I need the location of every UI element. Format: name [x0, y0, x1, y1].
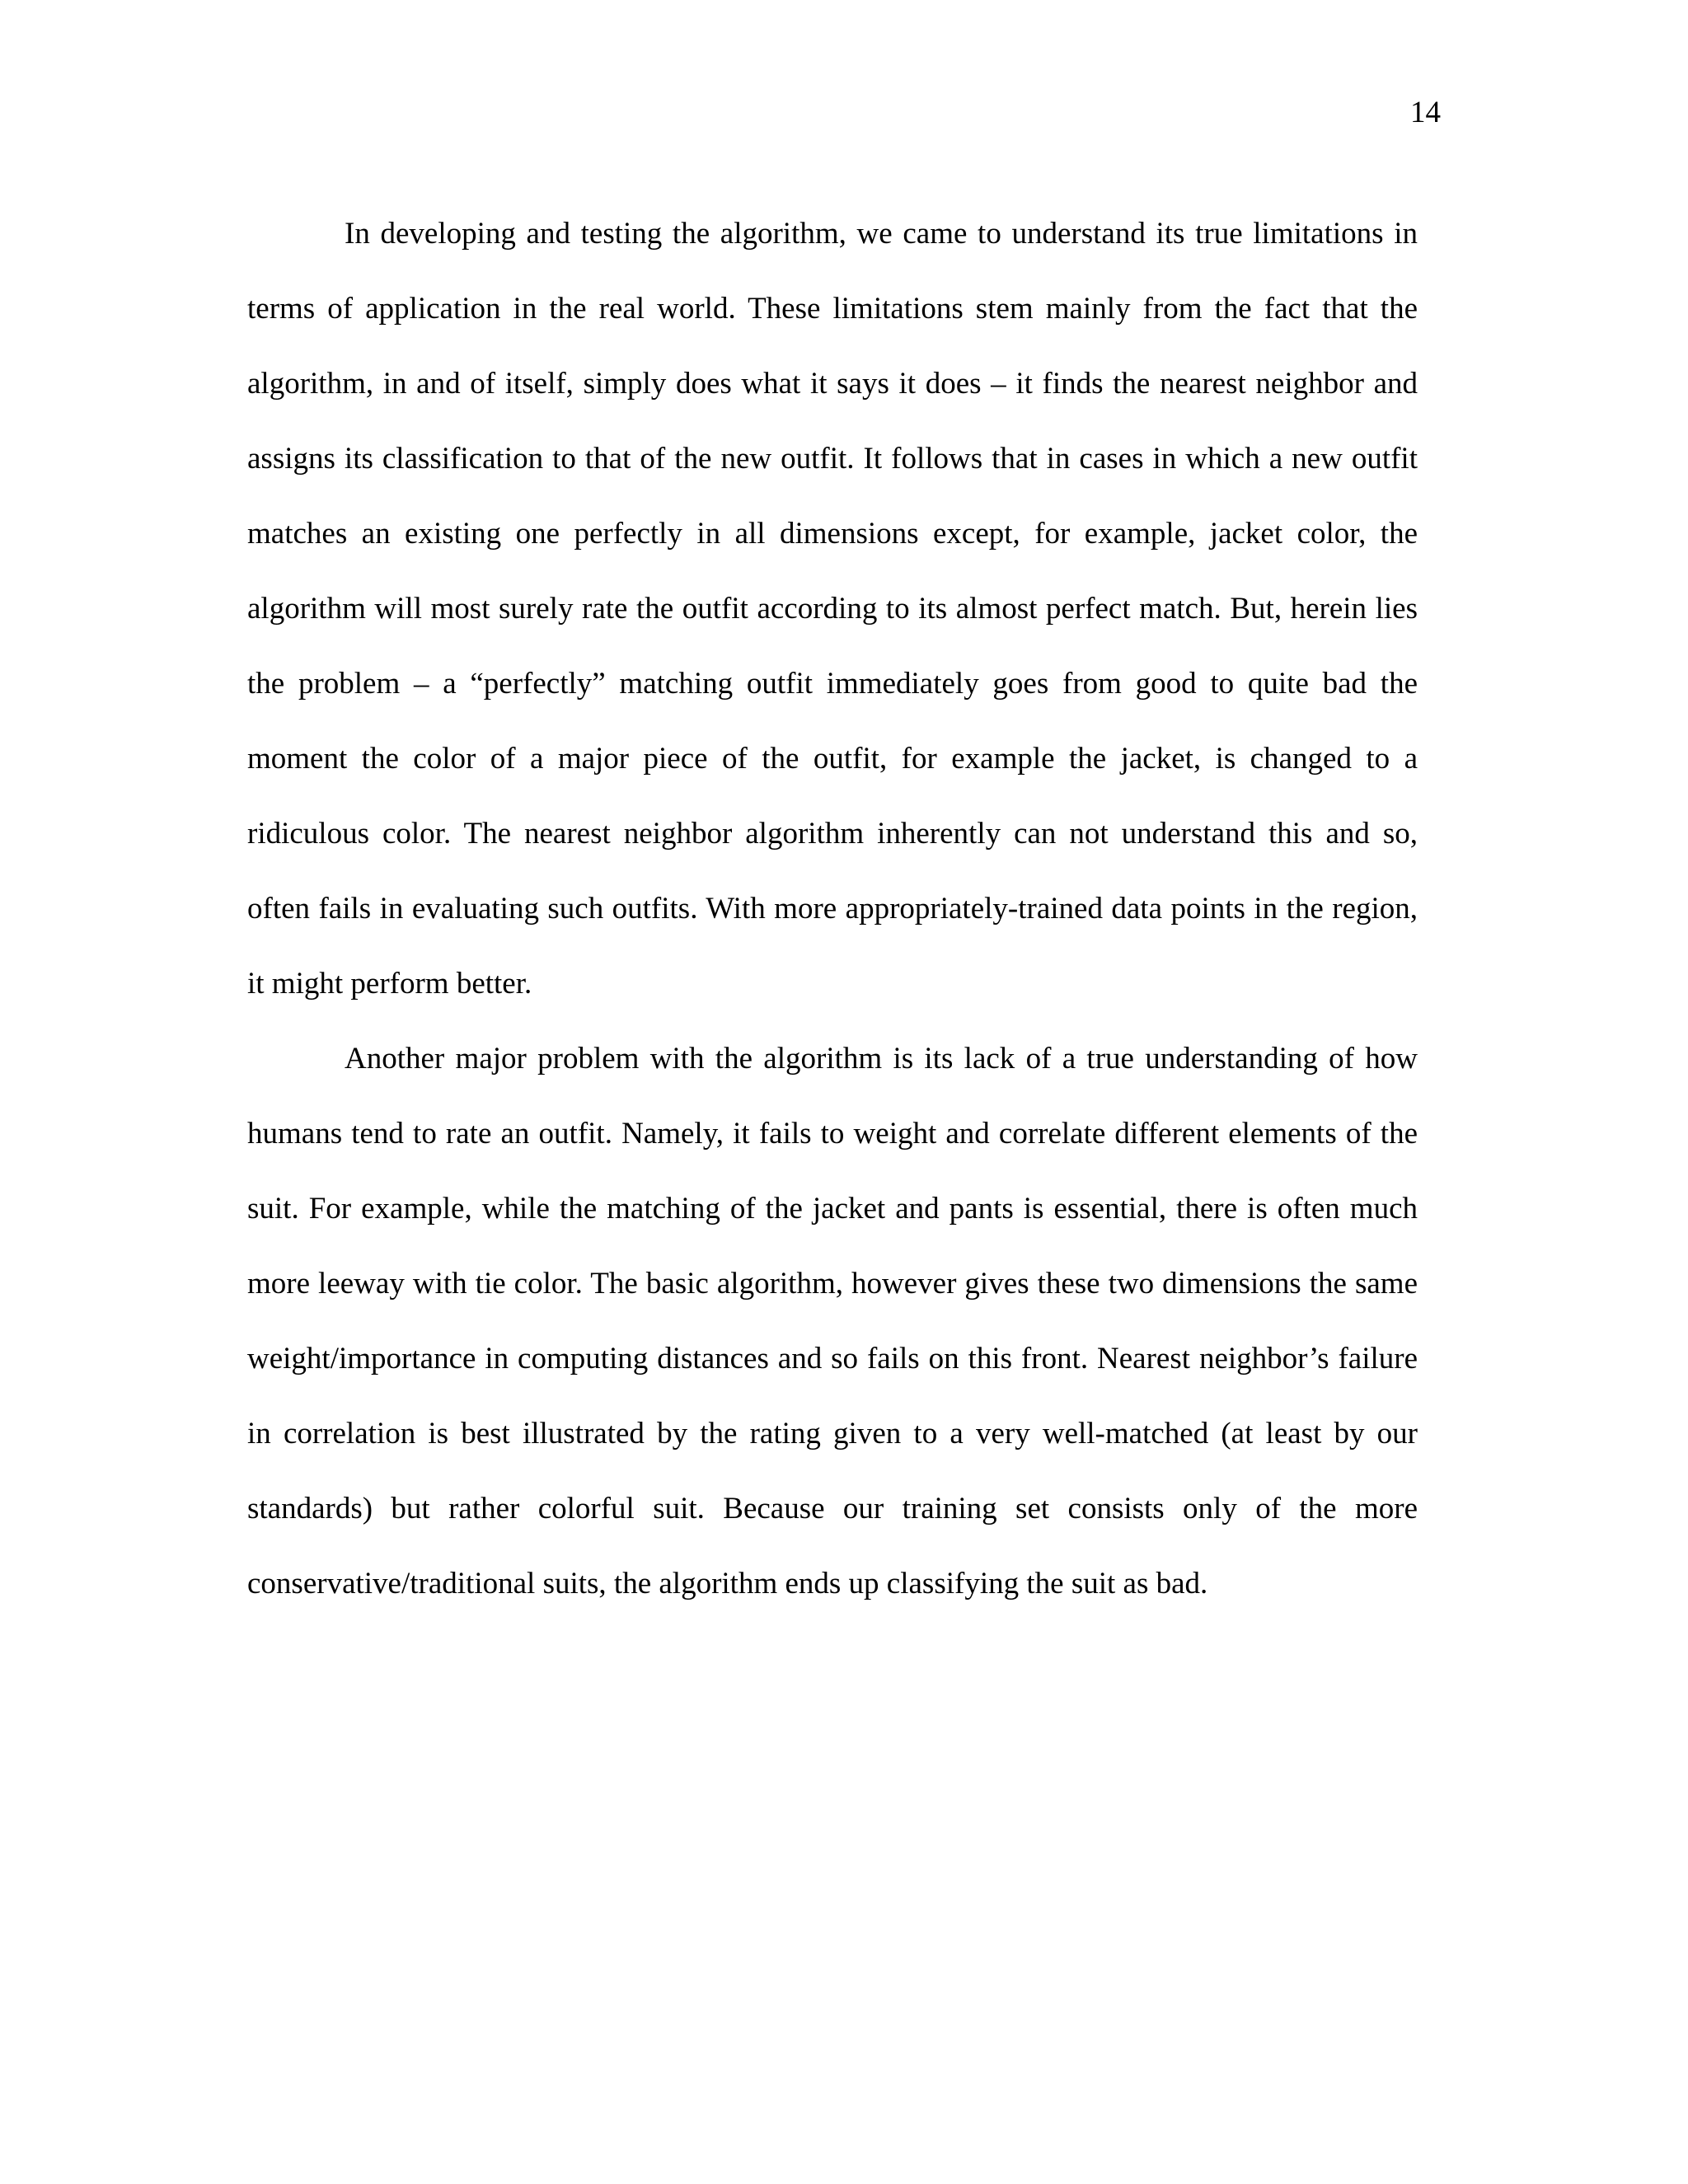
body-text: [247, 196, 1418, 1621]
paragraph-weighting: Another major problem with the algorithm is its lack of a true understanding of how humans tend to rate an outfit. Namely, it fails to weight and correlate different elements of the suit. For example, while the matching of the jacket and pants is essential, there is often much more leeway with tie color. The basic algorithm, however gives these two dimensions the same weight/importance in computing distances and so fails on this front. Nearest neighbor’s failure in correlation is best illustrated by the rating given to a very well-matched (at least by our standards) but rather colorful suit. Because our training set consists only of the more conservative/traditional suits, the algorithm ends up classifying the suit as bad.: [247, 1042, 1418, 1601]
paragraph-limitations: In developing and testing the algorithm, we came to understand its true limitations in terms of application in the real world. These limitations stem mainly from the fact that the algorithm, in and of itself, simply does what it says it does – it finds the nearest neighbor and assigns its classification to that of the new outfit. It follows that in cases in which a new outfit matches an existing one perfectly in all dimensions except, for example, jacket color, the algorithm will most surely rate the outfit according to its almost perfect match. But, herein lies the problem – a “perfectly” matching outfit immediately goes from good to quite bad the moment the color of a major piece of the outfit, for example the jacket, is changed to a ridiculous color. The nearest neighbor algorithm inherently can not understand this and so, often fails in evaluating such outfits. With more appropriately-trained data points in the region, it might perform better.: [247, 217, 1418, 1001]
page-number: 14: [1410, 96, 1441, 129]
